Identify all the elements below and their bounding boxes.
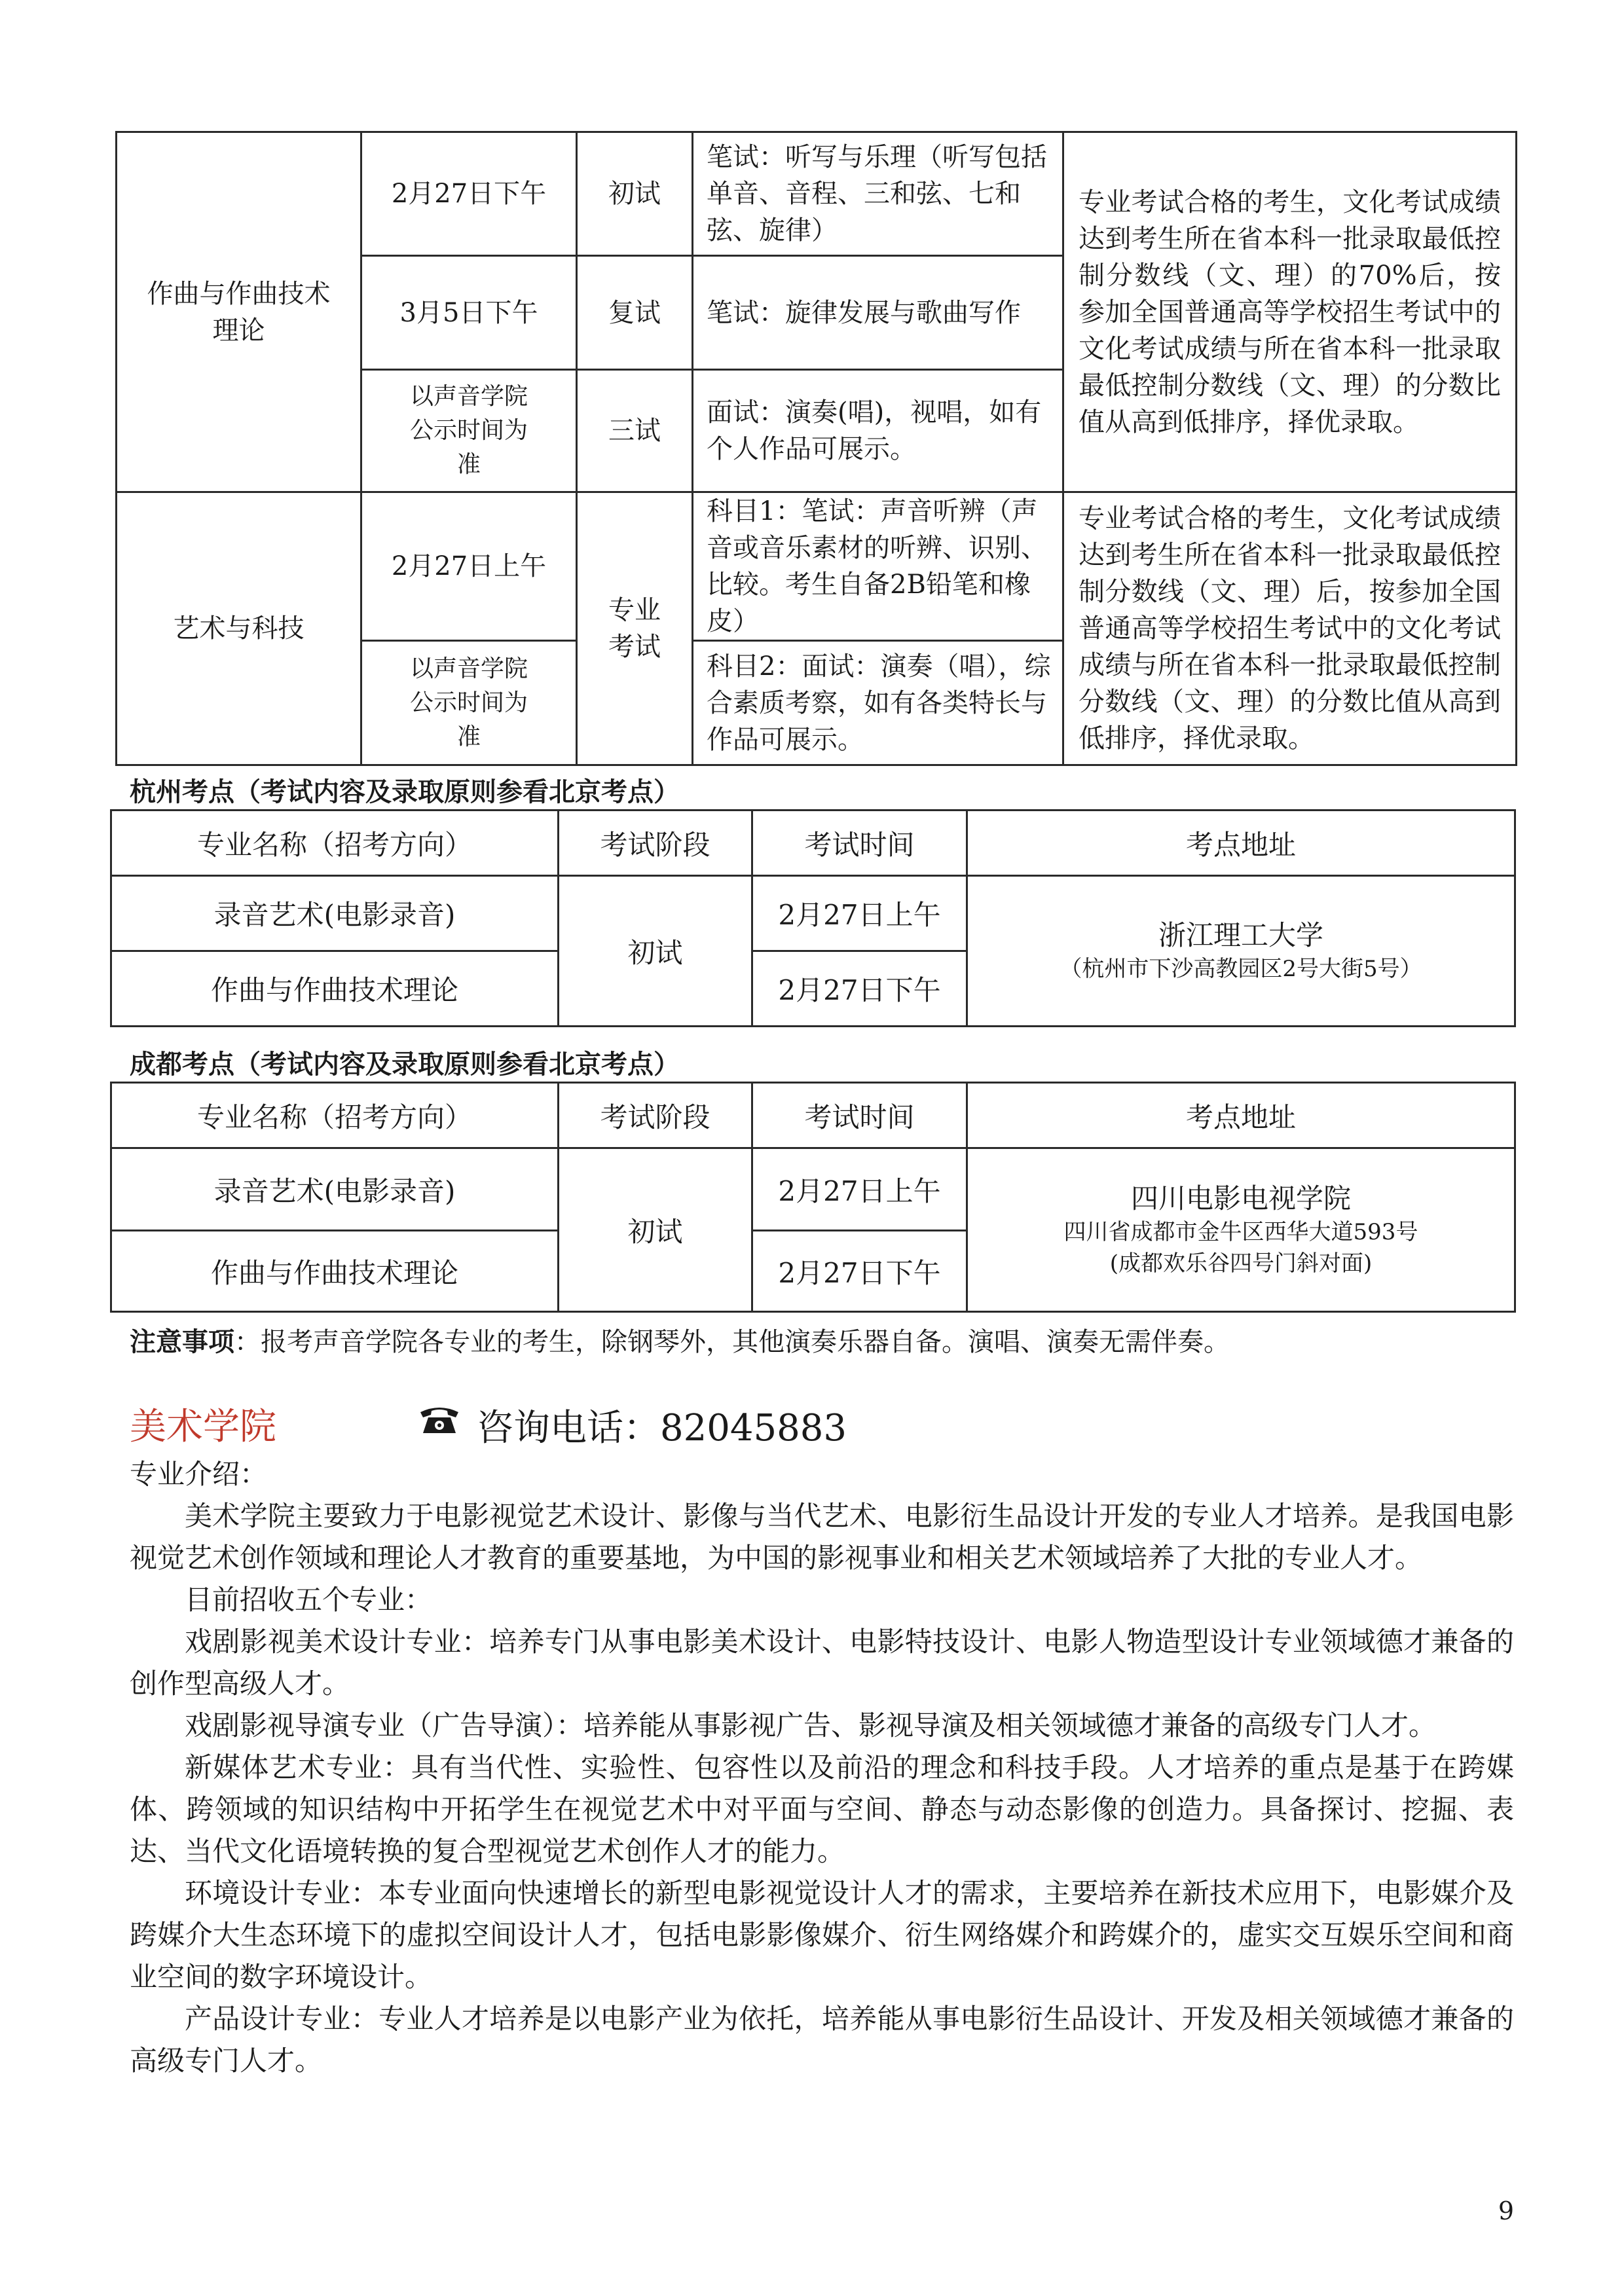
paragraph: 美术学院主要致力于电影视觉艺术设计、影像与当代艺术、电影衍生品设计开发的专业人才培养。是我国电影视觉艺术创作领域和理论人才教育的重要基地，为中国的影视事业和相关艺术领域培养了大批的专业人才。 — [130, 1500, 1514, 1574]
section-body — [130, 1495, 1514, 2082]
exam-content-cell: 面试：演奏(唱)，视唱，如有个人作品可展示。 — [693, 370, 1063, 492]
table-row — [111, 876, 1515, 951]
exam-stage-cell: 初试 — [577, 132, 693, 256]
notice — [130, 1323, 1230, 1361]
notice-label: 注意事项 — [130, 1327, 234, 1357]
exam-schedule-table — [115, 131, 1517, 766]
exam-time-cell: 2月27日下午 — [752, 951, 967, 1027]
header-stage: 考试阶段 — [559, 811, 752, 876]
chengdu-exam-table — [110, 1082, 1516, 1313]
header-time: 考试时间 — [752, 811, 967, 876]
exam-content-cell: 笔试：听写与乐理（听写包括单音、音程、三和弦、七和弦、旋律） — [693, 132, 1063, 256]
major-cell: 录音艺术(电影录音) — [111, 1148, 559, 1231]
major-cell: 艺术与科技 — [117, 492, 361, 765]
exam-time-cell: 以声音学院公示时间为准 — [361, 641, 577, 765]
section-title: 美术学院 — [130, 1406, 276, 1448]
exam-time-cell: 2月27日上午 — [752, 1148, 967, 1231]
exam-stage-cell: 初试 — [559, 876, 752, 1027]
paragraph: 产品设计专业：专业人才培养是以电影产业为依托，培养能从事电影衍生品设计、开发及相关领域德才兼备的高级专门人才。 — [130, 2003, 1514, 2077]
exam-content-cell: 笔试：旋律发展与歌曲写作 — [693, 256, 1063, 370]
hangzhou-section-title: 杭州考点（考试内容及录取原则参看北京考点） — [130, 777, 680, 807]
paragraph: 环境设计专业：本专业面向快速增长的新型电影视觉设计人才的需求，主要培养在新技术应用下，电影媒介及跨媒介大生态环境下的虚拟空间设计人才，包括电影影像媒介、衍生网络媒介和跨媒介的，虚实交互娱乐空间和商业空间的数字环境设计。 — [130, 1877, 1514, 1993]
address-note: (成都欢乐谷四号门斜对面) — [1109, 1250, 1373, 1277]
phone-label: 咨询电话：82045883 — [477, 1407, 847, 1449]
table-header-row — [111, 1083, 1515, 1148]
table-header-row — [111, 811, 1515, 876]
major-cell: 作曲与作曲技术理论 — [111, 951, 559, 1027]
hangzhou-exam-table — [110, 809, 1516, 1027]
exam-time-cell: 2月27日下午 — [752, 1231, 967, 1312]
major-cell: 作曲与作曲技术理论 — [117, 132, 361, 492]
exam-stage-cell: 专业考试 — [577, 492, 693, 765]
admission-principle-cell: 专业考试合格的考生，文化考试成绩达到考生所在省本科一批录取最低控制分数线（文、理）后，按参加全国普通高等学校招生考试中的文化考试成绩与所在省本科一批录取最低控制分数线（文、理）的分数比值从高到低排序，择优录取。 — [1063, 492, 1517, 765]
major-cell: 录音艺术(电影录音) — [111, 876, 559, 951]
header-address: 考点地址 — [967, 1083, 1515, 1148]
table-row — [111, 1148, 1515, 1231]
telephone-icon — [418, 1402, 461, 1436]
exam-stage-cell: 三试 — [577, 370, 693, 492]
paragraph: 戏剧影视美术设计专业：培养专门从事电影美术设计、电影特技设计、电影人物造型设计专业领域德才兼备的创作型高级人才。 — [130, 1626, 1514, 1700]
exam-time-cell: 3月5日下午 — [361, 256, 577, 370]
exam-time-cell: 2月27日上午 — [361, 492, 577, 641]
page-number: 9 — [1498, 2196, 1514, 2225]
paragraph: 目前招收五个专业： — [185, 1584, 433, 1616]
address-detail: （杭州市下沙高教园区2号大街5号） — [1060, 955, 1422, 982]
exam-time-cell: 2月27日下午 — [361, 132, 577, 256]
exam-content-cell: 科目2：面试：演奏（唱），综合素质考察，如有各类特长与作品可展示。 — [693, 641, 1063, 765]
major-cell: 作曲与作曲技术理论 — [111, 1231, 559, 1312]
header-major: 专业名称（招考方向） — [111, 811, 559, 876]
table-row — [117, 132, 1517, 256]
exam-stage-cell: 初试 — [559, 1148, 752, 1312]
admission-principle-cell: 专业考试合格的考生，文化考试成绩达到考生所在省本科一批录取最低控制分数线（文、理）的70%后，按参加全国普通高等学校招生考试中的文化考试成绩与所在省本科一批录取最低控制分数线（文、理）的分数比值从高到低排序，择优录取。 — [1063, 132, 1517, 492]
exam-time-cell: 以声音学院公示时间为准 — [361, 370, 577, 492]
address-name: 浙江理工大学 — [1158, 919, 1323, 951]
intro-label: 专业介绍： — [130, 1458, 268, 1490]
address-name: 四川电影电视学院 — [1130, 1182, 1351, 1214]
header-time: 考试时间 — [752, 1083, 967, 1148]
paragraph: 新媒体艺术专业：具有当代性、实验性、包容性以及前沿的理念和科技手段。人才培养的重点是基于在跨媒体、跨领域的知识结构中开拓学生在视觉艺术中对平面与空间、静态与动态影像的创造力。具备探讨、挖掘、表达、当代文化语境转换的复合型视觉艺术创作人才的能力。 — [130, 1751, 1514, 1867]
address-cell — [967, 1148, 1515, 1312]
address-cell — [967, 876, 1515, 1027]
notice-text: ：报考声音学院各专业的考生，除钢琴外，其他演奏乐器自备。演唱、演奏无需伴奏。 — [234, 1327, 1230, 1357]
exam-stage-cell: 复试 — [577, 256, 693, 370]
header-stage: 考试阶段 — [559, 1083, 752, 1148]
exam-time-cell: 2月27日上午 — [752, 876, 967, 951]
paragraph: 戏剧影视导演专业（广告导演）：培养能从事影视广告、影视导演及相关领域德才兼备的高级专门人才。 — [185, 1709, 1437, 1741]
section-header — [130, 1398, 1308, 1450]
exam-content-cell: 科目1：笔试：声音听辨（声音或音乐素材的听辨、识别、比较。考生自备2B铅笔和橡皮） — [693, 492, 1063, 641]
chengdu-section-title: 成都考点（考试内容及录取原则参看北京考点） — [130, 1049, 680, 1080]
header-address: 考点地址 — [967, 811, 1515, 876]
table-row — [117, 492, 1517, 641]
address-detail: 四川省成都市金牛区西华大道593号 — [1063, 1218, 1418, 1245]
header-major: 专业名称（招考方向） — [111, 1083, 559, 1148]
